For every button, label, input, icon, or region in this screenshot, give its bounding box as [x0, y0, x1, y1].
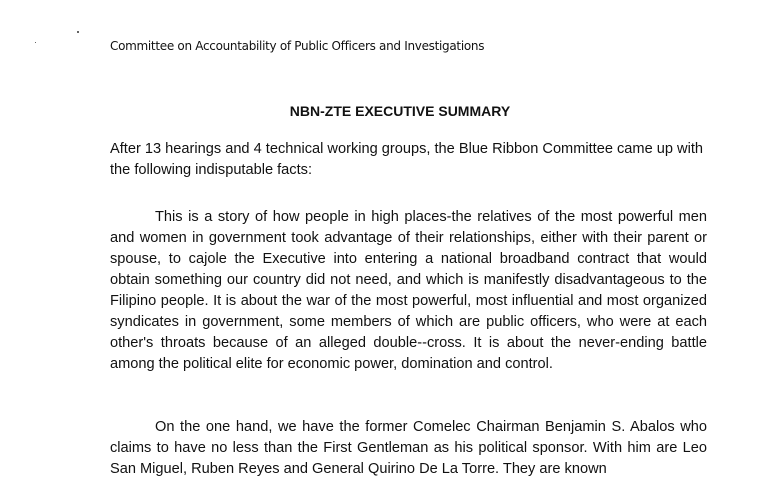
scan-speck	[77, 31, 79, 33]
body-paragraph: On the one hand, we have the former Comelec Chairman Benjamin S. Abalos who claims to have no less than the First Gentleman as his political sponsor. With him are Leo San Miguel, Ruben Reyes and General Quirino De La Torre. They are known	[110, 419, 707, 477]
committee-header: Committee on Accountability of Public Officers and Investigations	[110, 39, 485, 53]
body-paragraph: This is a story of how people in high places-the relatives of the most powerful men and women in government took advantage of their relationships, either with their parent or spouse, to cajole the Executive into entering a national broadband contract that would obtain something our country did not need, and which is manifestly disadvantageous to the Filipino people. It is about the war of the most powerful, most influential and most organized syndicates in government, some members of which are public officers, who were at each other's throats because of an alleged double--cross. It is about the never-ending battle among the political elite for economic power, domination and control.	[110, 209, 707, 372]
document-title: NBN-ZTE EXECUTIVE SUMMARY	[289, 103, 511, 119]
scan-speck	[35, 42, 36, 43]
intro-paragraph: After 13 hearings and 4 technical working groups, the Blue Ribbon Committee came up with the following indisputable facts:	[110, 141, 703, 178]
